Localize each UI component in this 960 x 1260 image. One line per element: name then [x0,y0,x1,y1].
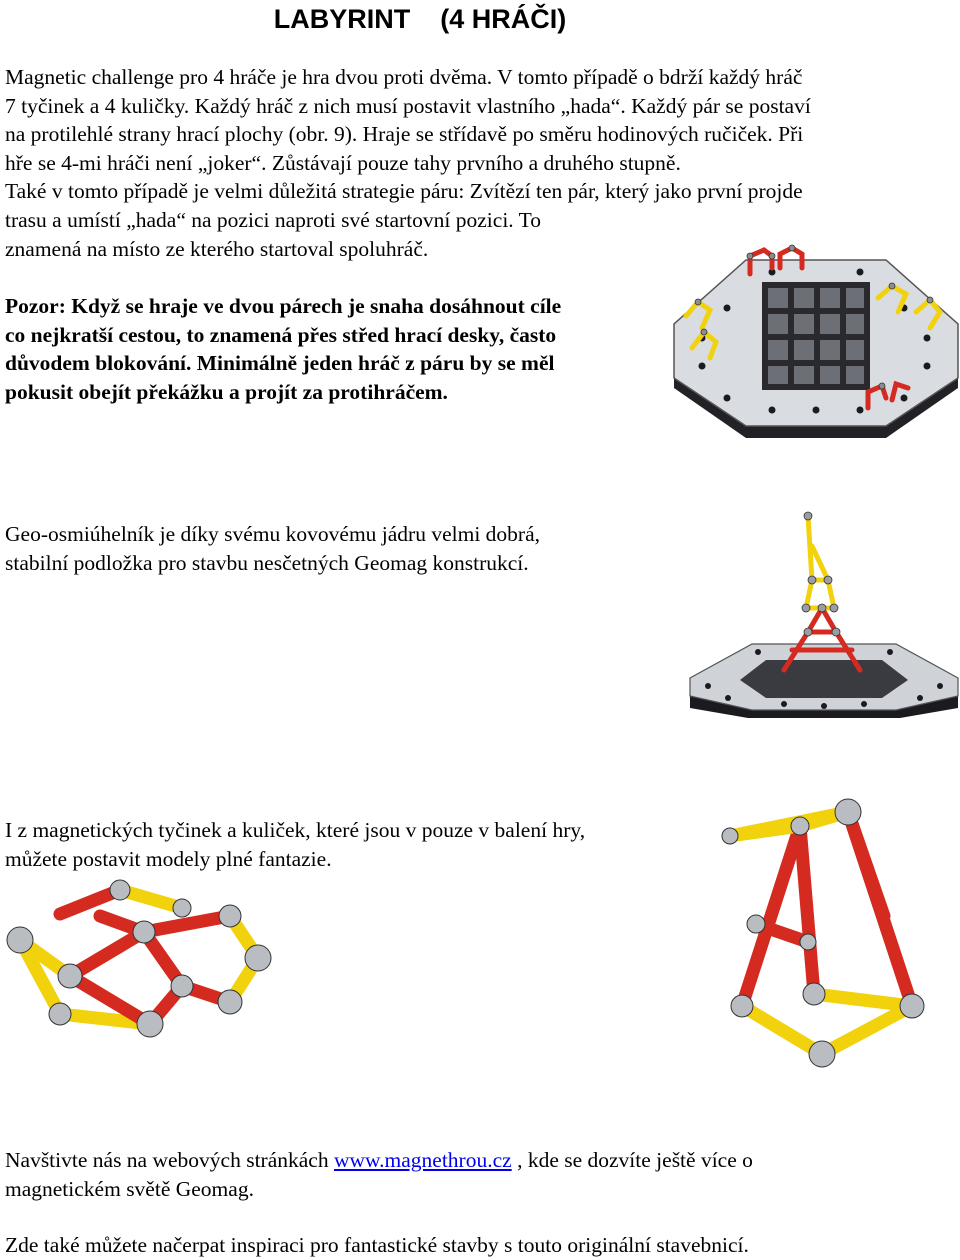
intro-line: znamená na místo ze kterého startoval spoluhráč. [5,236,429,261]
geomag-pyramid-model-image [690,792,930,1082]
visit-line [5,1146,955,1175]
visit-line: magnetickém světě Geomag. [5,1176,254,1201]
models-line: můžete postavit modely plné fantazie. [5,846,332,871]
inspiration-line: Zde také můžete načerpat inspiraci pro fantastické stavby s touto originální stavebnicí. [5,1233,749,1257]
board-four-players-image [672,238,960,440]
warning-line: co nejkratší cestou, to znamená přes střed hrací desky, často [5,322,557,347]
geo-line: Geo-osmiúhelník je díky svému kovovému jádru velmi dobrá, [5,522,541,546]
geomag-ball-model-image [0,876,290,1042]
intro-line: Také v tomto případě je velmi důležitá strategie páru: Zvítězí ten pár, který jako první projde [5,179,803,204]
geo-paragraph [5,520,685,577]
models-paragraph [5,816,695,873]
models-line: I z magnetických tyčinek a kuliček, které jsou v pouze v balení hry, [5,818,586,842]
visit-text-before: Navštivte nás na webových stránkách [5,1148,334,1172]
board-center-grid [740,660,908,698]
visit-paragraph [5,1146,955,1203]
model-rods-red [60,890,230,1024]
page-title: LABYRINT (4 HRÁČI) [273,4,567,34]
intro-line: trasu a umístí „hada“ na pozici naproti své startovní pozici. To [5,207,542,232]
warning-line: Pozor: Když se hraje ve dvou párech je snaha dosáhnout cíle [5,294,562,318]
warning-paragraph [5,292,675,406]
visit-text-after: , kde se dozvíte ještě více o [511,1148,753,1172]
website-link[interactable]: www.magnethrou.cz [333,1148,512,1172]
intro-line: hře se 4-mi hráči není „joker“. Zůstávají pouze tahy prvního a druhého stupně. [5,150,681,175]
intro-line: Magnetic challenge pro 4 hráče je hra dvou proti dvěma. V tomto případě o bdrží každý hráč [5,65,803,89]
tower-rods-yellow [806,516,834,608]
intro-paragraph [5,63,955,263]
intro-line: na protilehlé strany hrací plochy (obr. 9). Hraje se střídavě po směru hodinových ručiček. Při [5,122,804,147]
warning-line: pokusit obejít překážku a projít za protihráčem. [5,379,448,404]
geo-line: stabilní podložka pro stavbu nesčetných Geomag konstrukcí. [5,550,529,575]
warning-line: důvodem blokování. Minimálně jeden hráč z páru by se měl [5,351,555,376]
intro-line: 7 tyčinek a 4 kuličky. Každý hráč z nich musí postavit vlastního „hada“. Každý pár se postaví [5,93,811,118]
board-tower-image [688,510,960,720]
model-rods-red [742,812,912,1006]
